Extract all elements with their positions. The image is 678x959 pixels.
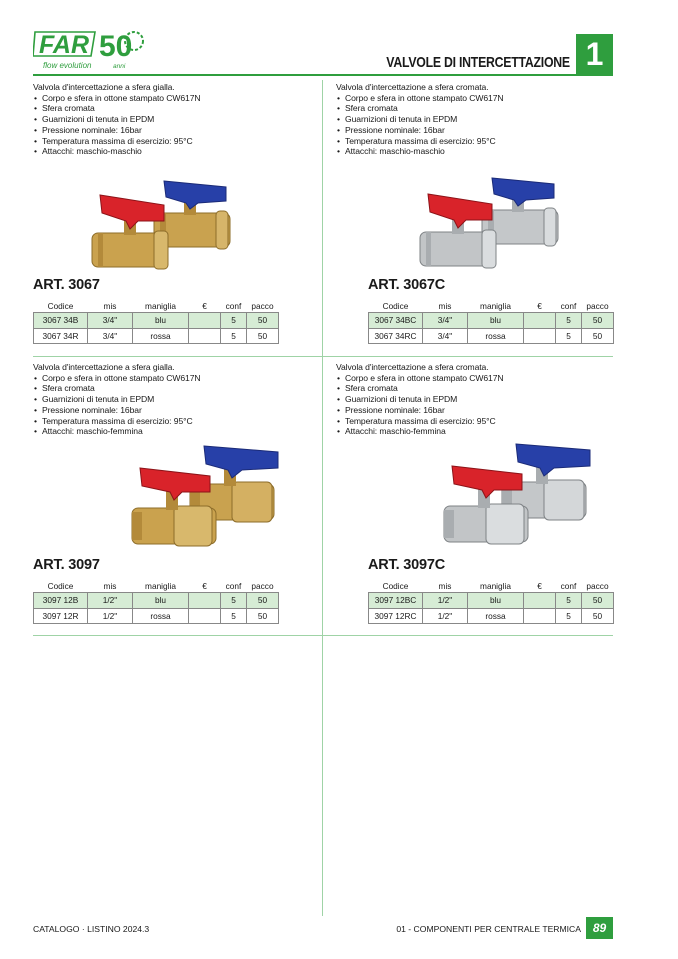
feature-item: • Pressione nominale: 16bar (345, 125, 504, 136)
col-conf: conf (225, 580, 242, 591)
cell-codice: 3097 12RC (369, 608, 423, 624)
price-table (33, 579, 279, 624)
table-row (369, 593, 614, 609)
cell-euro (189, 328, 221, 344)
cell-codice: 3067 34B (34, 313, 88, 329)
section-title: VALVOLE DI INTERCETTAZIONE (386, 54, 570, 71)
cell-euro (524, 593, 556, 609)
col-mis: mis (438, 580, 452, 591)
cell-mis: 1/2" (88, 608, 133, 624)
footer-catalog: CATALOGO · LISTINO 2024.3 (33, 924, 150, 934)
cell-codice: 3097 12B (34, 593, 88, 609)
col-pacco: pacco (251, 300, 274, 311)
feature-item: • Attacchi: maschio-femmina (345, 426, 504, 437)
logo-years: 50 (99, 30, 133, 63)
col-maniglia: maniglia (480, 300, 511, 311)
article-title: ART. 3097C (368, 557, 445, 573)
product-image (414, 172, 564, 279)
cell-codice: 3097 12R (34, 608, 88, 624)
col-codice: Codice (382, 300, 409, 311)
cell-codice: 3067 34RC (369, 328, 423, 344)
logo-text: FAR (39, 31, 89, 59)
table-header-row (34, 579, 279, 593)
cell-euro (524, 608, 556, 624)
col-maniglia: maniglia (480, 580, 511, 591)
feature-item: • Sfera cromata (42, 103, 201, 114)
feature-item: • Guarnizioni di tenuta in EPDM (345, 114, 504, 125)
col-pacco: pacco (586, 580, 609, 591)
cell-codice: 3067 34R (34, 328, 88, 344)
cell-maniglia: rossa (468, 608, 524, 624)
cell-pacco: 50 (582, 593, 614, 609)
col-codice: Codice (382, 580, 409, 591)
far-logo (33, 28, 147, 72)
cell-conf: 5 (556, 608, 582, 624)
cell-euro (189, 313, 221, 329)
col-maniglia: maniglia (145, 580, 176, 591)
price-table (33, 299, 279, 344)
cell-conf: 5 (221, 328, 247, 344)
cell-euro (189, 593, 221, 609)
cell-pacco: 50 (247, 313, 279, 329)
row-divider (33, 635, 613, 636)
row-divider (33, 356, 613, 357)
product-intro: Valvola d'intercettazione a sfera gialla. (33, 362, 175, 372)
cell-mis: 1/2" (423, 608, 468, 624)
cell-maniglia: rossa (133, 328, 189, 344)
feature-item: • Corpo e sfera in ottone stampato CW617N (42, 93, 201, 104)
feature-item: • Sfera cromata (345, 383, 504, 394)
cell-maniglia: rossa (133, 608, 189, 624)
cell-pacco: 50 (247, 328, 279, 344)
section-number: 1 (576, 34, 613, 74)
cell-conf: 5 (556, 593, 582, 609)
product-description (33, 362, 201, 437)
col-conf: conf (225, 300, 242, 311)
cell-conf: 5 (556, 328, 582, 344)
feature-item: • Corpo e sfera in ottone stampato CW617N (345, 93, 504, 104)
logo-tagline: flow evolution (43, 61, 92, 70)
feature-item: • Corpo e sfera in ottone stampato CW617N (345, 373, 504, 384)
cell-mis: 3/4" (88, 328, 133, 344)
cell-conf: 5 (556, 313, 582, 329)
feature-item: • Guarnizioni di tenuta in EPDM (345, 394, 504, 405)
cell-euro (524, 313, 556, 329)
feature-item: • Temperatura massima di esercizio: 95°C (42, 416, 201, 427)
feature-item: • Pressione nominale: 16bar (345, 405, 504, 416)
header-rule (33, 74, 613, 76)
product-image (128, 440, 282, 555)
col-maniglia: maniglia (145, 300, 176, 311)
table-header-row (34, 299, 279, 313)
feature-item: • Temperatura massima di esercizio: 95°C (42, 136, 201, 147)
feature-item: • Sfera cromata (345, 103, 504, 114)
col-pacco: pacco (586, 300, 609, 311)
col-euro: € (537, 580, 542, 591)
cell-mis: 3/4" (88, 313, 133, 329)
feature-item: • Attacchi: maschio-maschio (345, 146, 504, 157)
cell-conf: 5 (221, 593, 247, 609)
table-row (369, 328, 614, 344)
feature-item: • Pressione nominale: 16bar (42, 125, 201, 136)
article-title: ART. 3097 (33, 557, 100, 573)
feature-item: • Guarnizioni di tenuta in EPDM (42, 114, 201, 125)
table-row (34, 328, 279, 344)
col-codice: Codice (47, 580, 74, 591)
cell-maniglia: blu (468, 313, 524, 329)
col-mis: mis (103, 580, 117, 591)
table-header-row (369, 579, 614, 593)
col-codice: Codice (47, 300, 74, 311)
feature-item: • Corpo e sfera in ottone stampato CW617N (42, 373, 201, 384)
cell-pacco: 50 (582, 608, 614, 624)
cell-maniglia: blu (133, 593, 189, 609)
feature-item: • Attacchi: maschio-maschio (42, 146, 201, 157)
footer-chapter: 01 - COMPONENTI PER CENTRALE TERMICA (396, 924, 581, 934)
product-description (336, 362, 504, 437)
cell-maniglia: rossa (468, 328, 524, 344)
product-description (336, 82, 504, 157)
product-image (86, 175, 236, 280)
product-description (33, 82, 201, 157)
col-conf: conf (560, 300, 577, 311)
table-row (34, 608, 279, 624)
table-row (34, 593, 279, 609)
cell-codice: 3097 12BC (369, 593, 423, 609)
feature-item: • Pressione nominale: 16bar (42, 405, 201, 416)
table-row (369, 608, 614, 624)
cell-euro (189, 608, 221, 624)
col-euro: € (202, 580, 207, 591)
col-mis: mis (103, 300, 117, 311)
feature-item: • Temperatura massima di esercizio: 95°C (345, 416, 504, 427)
column-divider (322, 80, 323, 916)
cell-mis: 3/4" (423, 313, 468, 329)
feature-item: • Temperatura massima di esercizio: 95°C (345, 136, 504, 147)
article-title: ART. 3067 (33, 277, 100, 293)
cell-maniglia: blu (133, 313, 189, 329)
cell-mis: 3/4" (423, 328, 468, 344)
cell-conf: 5 (221, 313, 247, 329)
product-intro: Valvola d'intercettazione a sfera gialla. (33, 82, 175, 92)
product-intro: Valvola d'intercettazione a sfera cromata. (336, 82, 489, 92)
cell-pacco: 50 (582, 313, 614, 329)
article-title: ART. 3067C (368, 277, 445, 293)
product-intro: Valvola d'intercettazione a sfera cromata. (336, 362, 489, 372)
table-row (34, 313, 279, 329)
cell-pacco: 50 (582, 328, 614, 344)
col-euro: € (202, 300, 207, 311)
cell-mis: 1/2" (423, 593, 468, 609)
page-number: 89 (586, 917, 613, 939)
cell-euro (524, 328, 556, 344)
col-euro: € (537, 300, 542, 311)
price-table (368, 299, 614, 344)
cell-pacco: 50 (247, 593, 279, 609)
col-pacco: pacco (251, 580, 274, 591)
col-mis: mis (438, 300, 452, 311)
cell-mis: 1/2" (88, 593, 133, 609)
feature-item: • Sfera cromata (42, 383, 201, 394)
col-conf: conf (560, 580, 577, 591)
cell-conf: 5 (221, 608, 247, 624)
price-table (368, 579, 614, 624)
logo-anni: anni (113, 63, 126, 70)
cell-maniglia: blu (468, 593, 524, 609)
product-image (440, 438, 594, 553)
table-header-row (369, 299, 614, 313)
feature-item: • Attacchi: maschio-femmina (42, 426, 201, 437)
feature-item: • Guarnizioni di tenuta in EPDM (42, 394, 201, 405)
cell-pacco: 50 (247, 608, 279, 624)
cell-codice: 3067 34BC (369, 313, 423, 329)
table-row (369, 313, 614, 329)
